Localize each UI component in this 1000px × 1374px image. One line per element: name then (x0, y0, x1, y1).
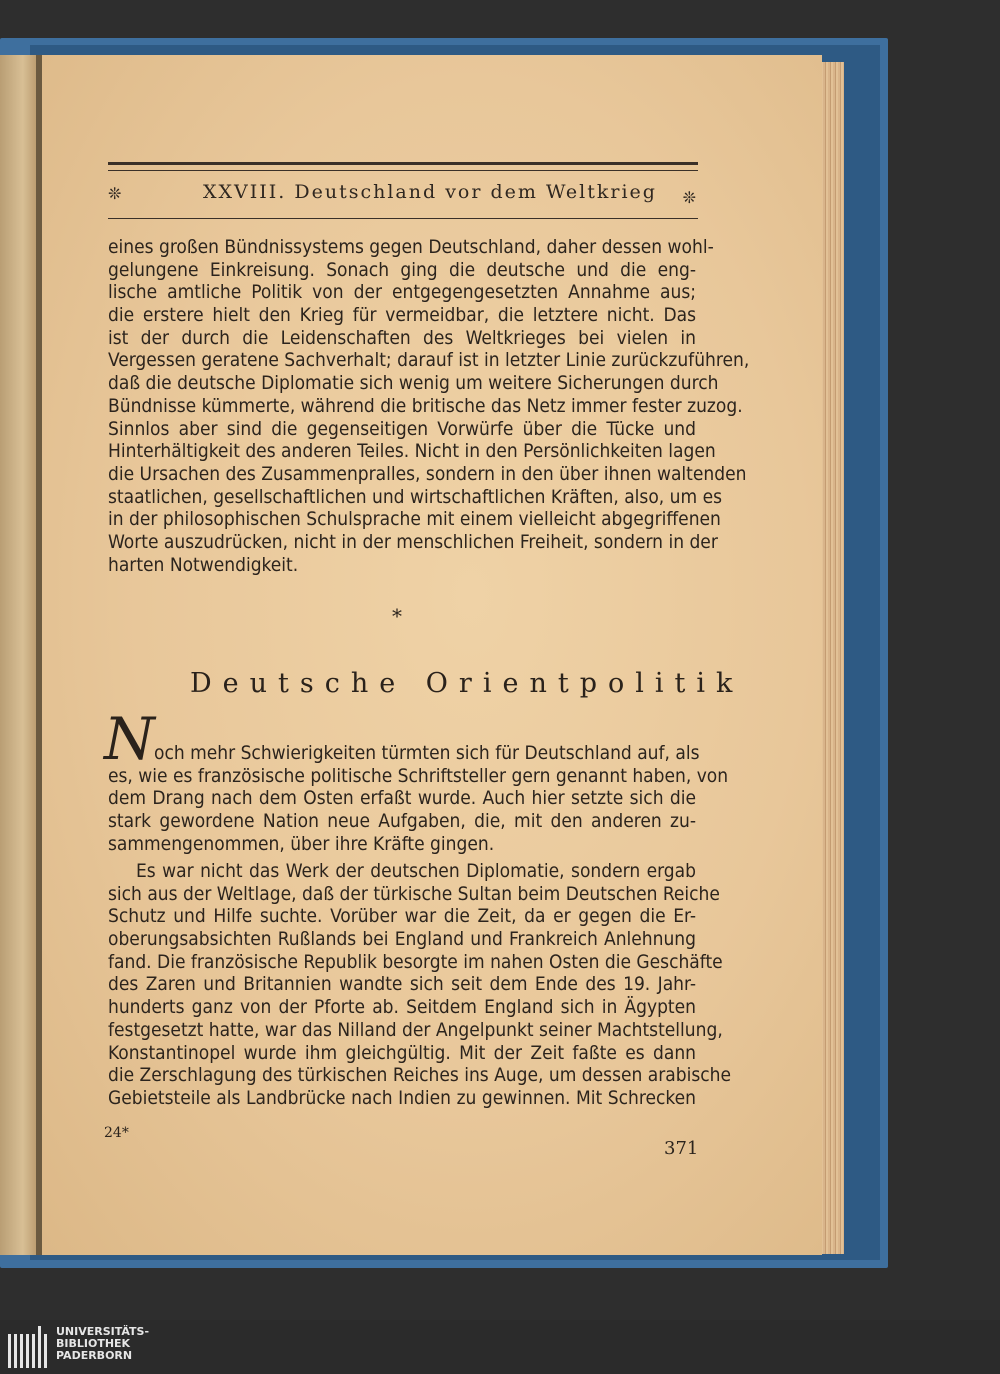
text-line: Es war nicht das Werk der deutschen Diplomatie, sondern ergab (136, 860, 696, 882)
text-line: harten Notwendigkeit. (108, 553, 299, 576)
text-line: Schutz und Hilfe suchte. Vorüber war die Zeit, da er gegen die Er- (108, 905, 696, 928)
text-line: in der philosophischen Schulsprache mit einem vielleicht abgegriffenen (108, 508, 721, 531)
library-logo-text (56, 1326, 149, 1362)
library-logo-line: BIBLIOTHEK (56, 1337, 131, 1350)
text-line: die Zerschlagung des türkischen Reiches ins Auge, um dessen arabische (108, 1064, 731, 1087)
paragraph-1 (108, 236, 750, 576)
text-line: Sinnlos aber sind die gegenseitigen Vorwürfe über die Tücke und (108, 417, 696, 440)
text-line: och mehr Schwierigkeiten türmten sich für Deutschland auf, als (154, 742, 700, 764)
text-line: hunderts ganz von der Pforte ab. Seitdem England sich in Ägypten (108, 996, 696, 1019)
text-line: stark gewordene Nation neue Aufgaben, die, mit den anderen zu- (108, 810, 696, 833)
running-header (108, 178, 698, 214)
text-line: die erstere hielt den Krieg für vermeidbar, die letztere nicht. Das (108, 304, 696, 327)
header-rule-top-thin (108, 170, 698, 171)
drop-cap: N (104, 705, 155, 773)
text-line: staatlichen, gesellschaftlichen und wirtschaftlichen Kräften, also, um es (108, 485, 722, 508)
text-line: Hinterhältigkeit des anderen Teiles. Nicht in den Persönlichkeiten lagen (108, 440, 716, 463)
text-line: dem Drang nach dem Osten erfaßt wurde. Auch hier setzte sich die (108, 787, 696, 810)
text-line: des Zaren und Britannien wandte sich seit dem Ende des 19. Jahr- (108, 973, 696, 996)
text-line: Worte auszudrücken, nicht in der menschlichen Freiheit, sondern in der (108, 530, 718, 553)
text-line: Bündnisse kümmerte, während die britische das Netz immer fester zuzog. (108, 394, 743, 417)
text-line: sich aus der Weltlage, daß der türkische Sultan beim Deutschen Reiche (108, 882, 720, 905)
signature-mark: 24* (104, 1125, 129, 1141)
text-line: fand. Die französische Republik besorgte im nahen Osten die Geschäfte (108, 950, 723, 973)
text-line: oberungsabsichten Rußlands bei England und Frankreich Anlehnung (108, 928, 696, 951)
running-header-title: XXVIII. Deutschland vor dem Weltkrieg (203, 181, 657, 203)
library-logo-icon (8, 1326, 48, 1368)
text-line: Gebietsteile als Landbrücke nach Indien zu gewinnen. Mit Schrecken (108, 1086, 696, 1109)
text-line: ist der durch die Leidenschaften des Weltkrieges bei vielen in (108, 326, 696, 349)
text-line: die Ursachen des Zusammenpralles, sondern in den über ihnen waltenden (108, 462, 747, 485)
header-rule-top-thick (108, 162, 698, 165)
text-line: Vergessen geratene Sachverhalt; darauf ist in letzter Linie zurückzuführen, (108, 349, 750, 372)
text-line: festgesetzt hatte, war das Nilland der Angelpunkt seiner Machtstellung, (108, 1018, 723, 1041)
text-line: eines großen Bündnissystems gegen Deutschland, daher dessen wohl- (108, 236, 714, 258)
text-line: es, wie es französische politische Schriftsteller gern genannt haben, von (108, 764, 729, 787)
library-footer-bar (0, 1320, 1000, 1374)
section-title: Deutsche Orientpolitik (190, 668, 744, 699)
library-logo-line: PADERBORN (56, 1349, 133, 1362)
text-line: lische amtliche Politik von der entgegengesetzten Annahme aus; (108, 281, 696, 304)
text-line: gelungene Einkreisung. Sonach ging die deutsche und die eng- (108, 258, 696, 281)
text-line: daß die deutsche Diplomatie sich wenig um weitere Sicherungen durch (108, 372, 719, 395)
left-page-edge (0, 55, 38, 1255)
header-rule-bottom (108, 218, 698, 219)
text-line: sammengenommen, über ihre Kräfte gingen. (108, 832, 495, 855)
header-ornament-right: ❊ (682, 188, 698, 207)
page-number: 371 (664, 1138, 699, 1159)
section-separator: * (392, 604, 402, 628)
paragraph-3 (108, 860, 731, 1110)
paragraph-2 (108, 742, 729, 855)
text-line: Konstantinopel wurde ihm gleichgültig. Mit der Zeit faßte es dann (108, 1041, 696, 1064)
library-logo-line: UNIVERSITÄTS- (56, 1325, 150, 1338)
header-ornament-left: ❊ (108, 184, 124, 203)
